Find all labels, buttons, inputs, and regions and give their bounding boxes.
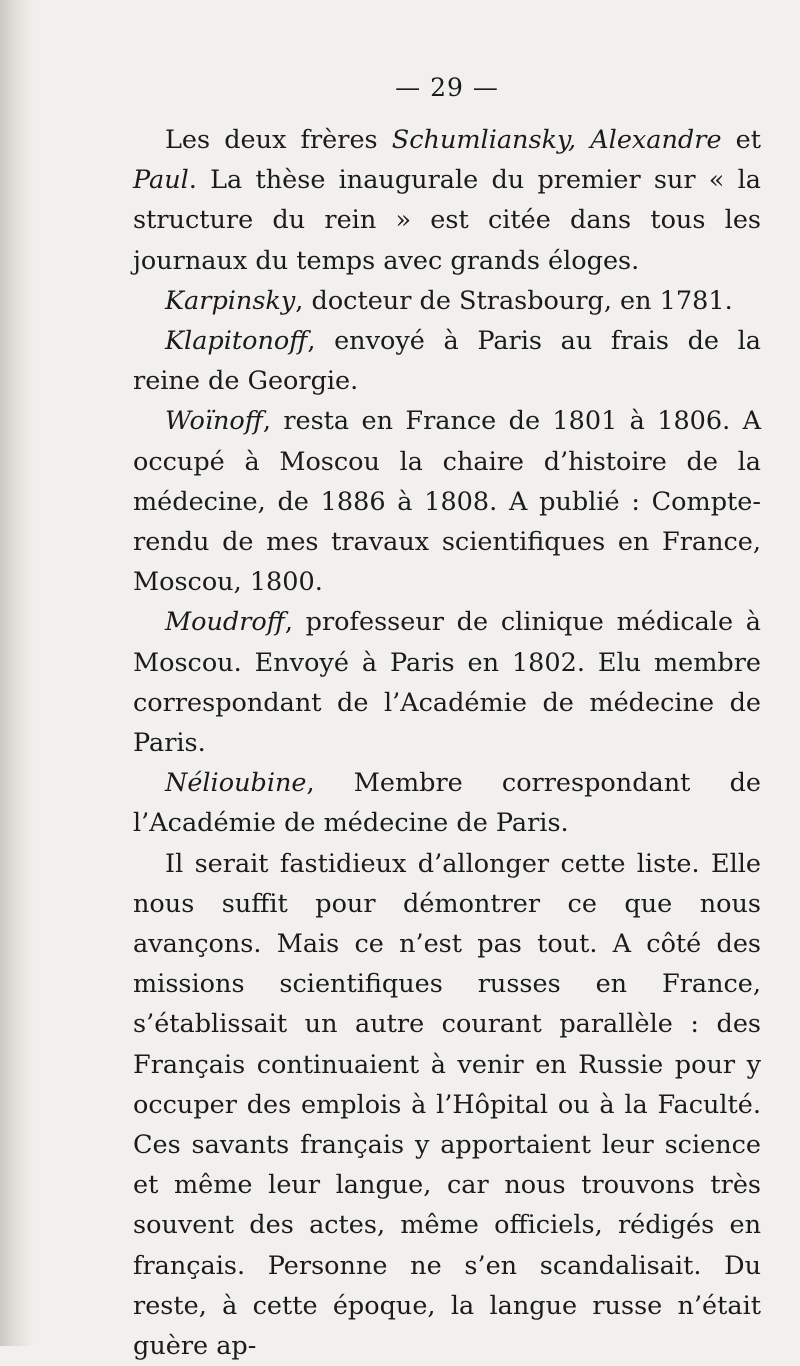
page-text bbox=[133, 120, 761, 1366]
person-name: Nélioubine bbox=[165, 768, 307, 799]
paragraph-text: , professeur de clinique médicale à Moscou. Envoyé à Paris en 1802. Elu membre correspondant de l’Académie de médecine de Paris. bbox=[133, 607, 761, 759]
person-name: Paul bbox=[133, 165, 189, 196]
person-name: Karpinsky bbox=[165, 285, 296, 316]
paragraph-text: . La thèse inaugurale du premier sur « la structure du rein » est citée dans tous les journaux du temps avec grands éloges. bbox=[133, 165, 761, 276]
paragraph-klapitonoff bbox=[133, 321, 761, 401]
paragraph-text: Il serait fastidieux d’allonger cette liste. Elle nous suffit pour démontrer ce que nous avançons. Mais ce n’est pas tout. A côté des missions scientifiques russes en France, s’établissait un autre courant parallèle : des Français continuaient à venir en Russie pour y occuper des emplois à l’Hôpital ou à la Faculté. Ces savants français y apportaient leur science et même leur langue, car nous trouvons très souvent des actes, même officiels, rédigés en français. Personne ne s’en scandalisait. Du reste, à cette époque, la langue russe n’était guère ap- bbox=[133, 848, 761, 1362]
paragraph-text: , resta en France de 1801 à 1806. A occupé à Moscou la chaire d’histoire de la médecine, de 1886 à 1808. A publié : Compte-rendu de mes travaux scientifiques en France, Moscou, 1800. bbox=[133, 406, 761, 598]
paragraph-schumliansky bbox=[133, 120, 761, 281]
page-edge-shadow bbox=[0, 0, 34, 1346]
paragraph-text: Les deux frères bbox=[165, 125, 392, 155]
person-name: Woïnoff bbox=[165, 406, 263, 437]
person-name: Klapitonoff bbox=[165, 326, 308, 357]
paragraph-text: , envoyé à Paris au frais de la reine de Georgie. bbox=[133, 326, 761, 397]
person-name: Schumliansky, Alexandre bbox=[391, 125, 722, 155]
paragraph-woinoff bbox=[133, 401, 761, 602]
paragraph-moudroff bbox=[133, 602, 761, 763]
paragraph-karpinsky bbox=[133, 281, 761, 321]
paragraph-text: , Membre correspondant de l’Académie de médecine de Paris. bbox=[133, 768, 761, 839]
paragraph-text: , docteur de Strasbourg, en 1781. bbox=[295, 285, 733, 316]
paragraph-text: et bbox=[721, 125, 761, 155]
person-name: Moudroff bbox=[165, 607, 285, 638]
book-page bbox=[133, 68, 761, 1366]
page-number: — 29 — bbox=[395, 73, 499, 102]
paragraph-body bbox=[133, 844, 761, 1366]
paragraph-nelioubine bbox=[133, 763, 761, 843]
